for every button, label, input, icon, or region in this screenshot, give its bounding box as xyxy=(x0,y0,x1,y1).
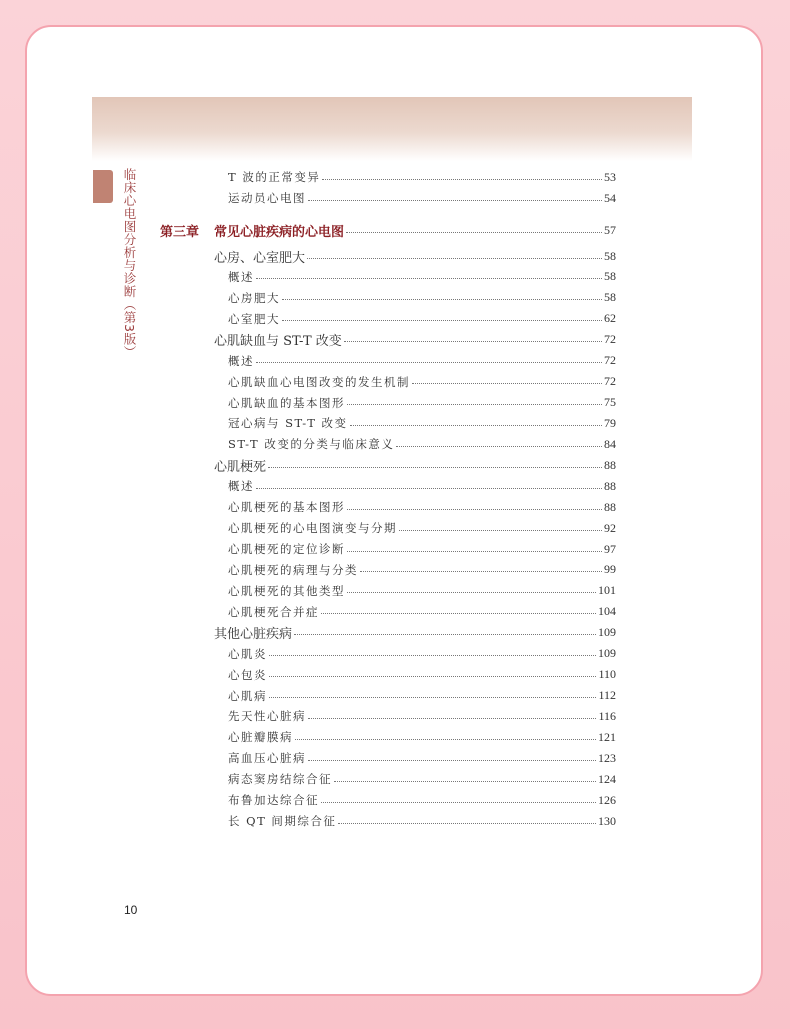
toc-subsection[interactable] xyxy=(228,685,616,706)
entry-title: 心包炎 xyxy=(228,667,267,682)
entry-page: 58 xyxy=(604,248,616,263)
dot-leader xyxy=(347,592,596,593)
entry-page: 109 xyxy=(598,646,616,661)
entry-title: 心室肥大 xyxy=(228,311,280,326)
toc-subsection[interactable] xyxy=(228,518,616,539)
toc-subsection[interactable] xyxy=(228,643,616,664)
dot-leader xyxy=(347,404,602,405)
toc-subsection[interactable] xyxy=(228,371,616,392)
entry-page: 88 xyxy=(604,499,616,514)
entry-title: 心肌病 xyxy=(228,688,267,703)
dot-leader xyxy=(338,823,596,824)
toc-subsection[interactable] xyxy=(228,266,616,287)
entry-title: ST-T 改变的分类与临床意义 xyxy=(228,437,395,452)
toc-subsection[interactable] xyxy=(228,601,616,622)
dot-leader xyxy=(256,488,602,489)
toc-subsection[interactable] xyxy=(228,706,616,727)
entry-title: 心肌缺血与 ST-T 改变 xyxy=(214,334,342,350)
entry-page: 104 xyxy=(598,604,616,619)
toc-subsection[interactable] xyxy=(228,413,616,434)
entry-title: 心肌缺血心电图改变的发生机制 xyxy=(228,374,410,389)
dot-leader xyxy=(269,676,596,677)
toc-subsection[interactable] xyxy=(228,497,616,518)
dot-leader xyxy=(294,634,596,635)
dot-leader xyxy=(322,179,602,180)
dot-leader xyxy=(350,425,602,426)
entry-page: 58 xyxy=(604,269,616,284)
toc-subsection[interactable] xyxy=(228,392,616,413)
toc-subsection[interactable] xyxy=(228,790,616,811)
toc-subsection[interactable] xyxy=(228,559,616,580)
entry-title: 病态窦房结综合征 xyxy=(228,772,332,787)
dot-leader xyxy=(360,571,602,572)
entry-title: T 波的正常变异 xyxy=(228,170,321,184)
entry-title: 心肌梗死的心电图演变与分期 xyxy=(228,521,397,536)
entry-title: 长 QT 间期综合征 xyxy=(228,814,337,829)
dot-leader xyxy=(321,802,596,803)
dot-leader xyxy=(282,299,602,300)
entry-page: 92 xyxy=(604,520,616,535)
toc-subsection[interactable] xyxy=(228,476,616,497)
toc-subsection[interactable] xyxy=(228,580,616,601)
dot-leader xyxy=(347,551,602,552)
entry-page: 97 xyxy=(604,541,616,556)
toc-subsection[interactable] xyxy=(228,350,616,371)
entry-title: 心脏瓣膜病 xyxy=(228,730,293,745)
entry-title: 心肌炎 xyxy=(228,646,267,661)
entry-title: 心肌梗死的病理与分类 xyxy=(228,562,358,577)
toc-subsection[interactable] xyxy=(228,434,616,455)
dot-leader xyxy=(256,362,602,363)
dot-leader xyxy=(295,739,596,740)
entry-page: 53 xyxy=(604,169,616,184)
entry-title: 冠心病与 ST-T 改变 xyxy=(228,416,348,431)
entry-title: 其他心脏疾病 xyxy=(214,627,293,643)
entry-page: 75 xyxy=(604,395,616,409)
entry-page: 110 xyxy=(598,667,616,682)
entry-page: 109 xyxy=(598,625,616,640)
entry-title: 心肌梗死合并症 xyxy=(228,604,319,619)
entry-page: 62 xyxy=(604,311,616,326)
entry-page: 54 xyxy=(604,190,616,205)
toc-section[interactable] xyxy=(214,622,616,643)
toc-subsection[interactable] xyxy=(228,539,616,560)
entry-page: 84 xyxy=(604,436,616,451)
entry-title: 概述 xyxy=(228,479,254,494)
entry-title: 布鲁加达综合征 xyxy=(228,793,319,808)
toc-subsection[interactable] xyxy=(228,664,616,685)
dot-leader xyxy=(256,278,602,279)
toc-section[interactable] xyxy=(214,455,616,476)
entry-page: 101 xyxy=(598,583,616,598)
dot-leader xyxy=(396,446,602,447)
entry-page: 116 xyxy=(598,708,616,723)
entry-page: 99 xyxy=(604,562,616,577)
entry-page: 121 xyxy=(598,729,616,744)
entry-title: 心肌梗死的基本图形 xyxy=(228,500,345,515)
page-number: 10 xyxy=(124,903,138,917)
toc-subsection[interactable] xyxy=(228,748,616,769)
dot-leader xyxy=(282,320,602,321)
dot-leader xyxy=(308,200,602,201)
toc-subsection[interactable] xyxy=(228,811,616,832)
dot-leader xyxy=(307,258,602,259)
entry-title: 运动员心电图 xyxy=(228,191,306,205)
toc-section[interactable] xyxy=(214,246,616,267)
toc-subsection[interactable] xyxy=(228,727,616,748)
dot-leader xyxy=(344,341,602,342)
dot-leader xyxy=(321,613,596,614)
entry-page: 72 xyxy=(604,332,616,347)
entry-title: 常见心脏疾病的心电图 xyxy=(214,224,345,240)
chapter-number: 第三章 xyxy=(160,224,200,240)
entry-title: 心肌梗死的其他类型 xyxy=(228,583,345,598)
entry-page: 112 xyxy=(598,688,616,703)
entry-page: 124 xyxy=(598,771,616,786)
dot-leader xyxy=(347,509,602,510)
entry-title: 心房、心室肥大 xyxy=(214,250,306,266)
entry-page: 72 xyxy=(604,353,616,368)
dot-leader xyxy=(308,760,596,761)
header-band xyxy=(92,97,692,161)
entry-page: 126 xyxy=(598,792,616,807)
entry-title: 心肌缺血的基本图形 xyxy=(228,395,345,410)
entry-page: 72 xyxy=(604,374,616,389)
dot-leader xyxy=(269,655,596,656)
dot-leader xyxy=(346,232,602,233)
entry-title: 心房肥大 xyxy=(228,290,280,305)
entry-title: 概述 xyxy=(228,269,254,284)
dot-leader xyxy=(308,718,596,719)
toc-chapter[interactable] xyxy=(160,217,616,243)
dot-leader xyxy=(268,467,602,468)
toc-section[interactable] xyxy=(214,329,616,350)
entry-page: 79 xyxy=(604,415,616,430)
entry-title: 心肌梗死 xyxy=(214,459,267,475)
dot-leader xyxy=(269,697,596,698)
dot-leader xyxy=(412,383,602,384)
entry-page: 57 xyxy=(604,222,616,237)
dot-leader xyxy=(334,781,596,782)
entry-page: 88 xyxy=(604,457,616,472)
entry-title: 高血压心脏病 xyxy=(228,751,306,766)
entry-page: 88 xyxy=(604,478,616,493)
dot-leader xyxy=(399,530,602,531)
entry-page: 123 xyxy=(598,750,616,765)
entry-page: 58 xyxy=(604,290,616,305)
toc-subsection[interactable] xyxy=(228,188,616,209)
side-tab-marker xyxy=(93,170,113,203)
toc-subsection[interactable] xyxy=(228,167,616,188)
book-title-vertical: 临床心电图分析与诊断（第3版） xyxy=(122,168,137,359)
toc-subsection[interactable] xyxy=(228,287,616,308)
entry-page: 130 xyxy=(598,813,616,828)
toc-subsection[interactable] xyxy=(228,308,616,329)
toc-subsection[interactable] xyxy=(228,769,616,790)
entry-title: 心肌梗死的定位诊断 xyxy=(228,542,345,557)
entry-title: 概述 xyxy=(228,353,254,368)
entry-title: 先天性心脏病 xyxy=(228,709,306,724)
